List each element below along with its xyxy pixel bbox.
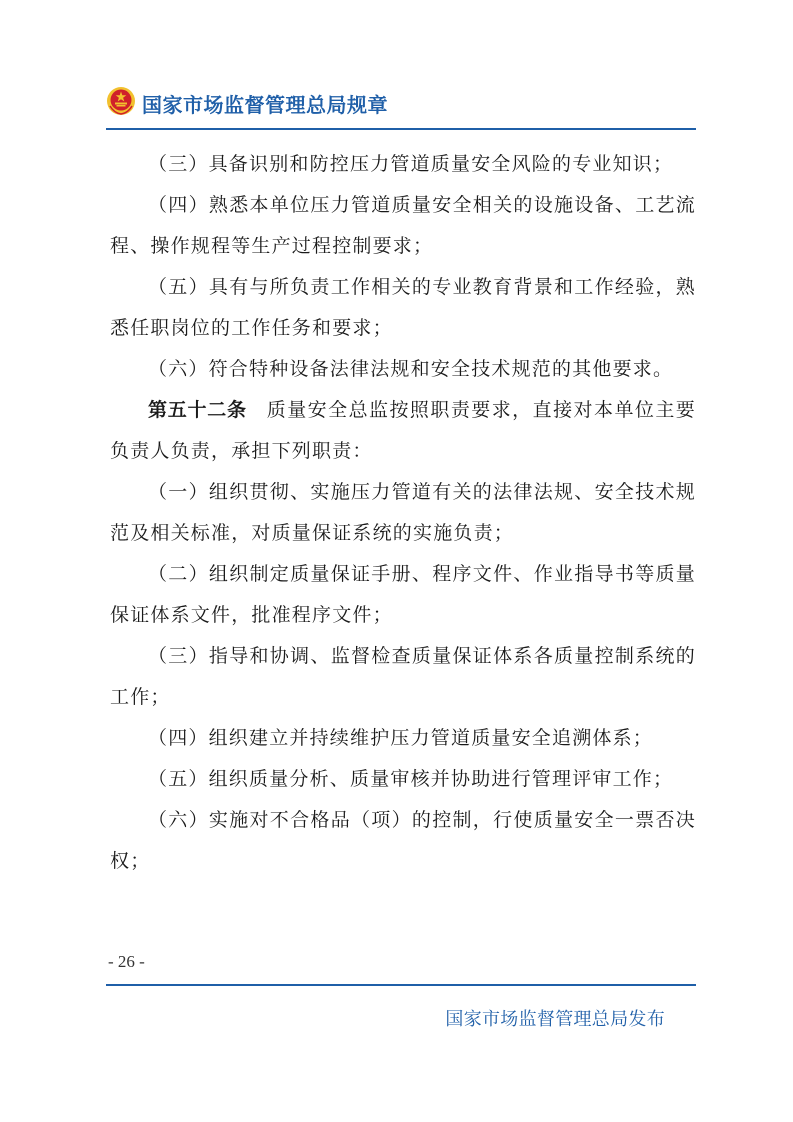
- article-52: [110, 390, 696, 472]
- paragraph-6: （六）符合特种设备法律法规和安全技术规范的其他要求。: [148, 358, 674, 380]
- header-divider: [106, 128, 696, 130]
- article-text: 质量安全总监按照职责要求，直接对本单位主要负责人负责，承担下列职责：: [110, 399, 696, 462]
- header-title: 国家市场监督管理总局规章: [142, 93, 388, 117]
- footer-publisher: 国家市场监督管理总局发布: [445, 1009, 665, 1030]
- document-body: [110, 144, 696, 882]
- national-emblem-icon: [106, 86, 136, 116]
- duty-item-4: （四）组织建立并持续维护压力管道质量安全追溯体系；: [148, 727, 654, 749]
- duty-item-3: （三）指导和协调、监督检查质量保证体系各质量控制系统的工作；: [110, 645, 696, 708]
- paragraph-4: （四）熟悉本单位压力管道质量安全相关的设施设备、工艺流程、操作规程等生产过程控制要求；: [110, 194, 696, 257]
- duty-item-5: （五）组织质量分析、质量审核并协助进行管理评审工作；: [148, 768, 674, 790]
- footer-divider: [106, 984, 696, 986]
- duty-item-1: （一）组织贯彻、实施压力管道有关的法律法规、安全技术规范及相关标准，对质量保证系统的实施负责；: [110, 481, 696, 544]
- paragraph-5: （五）具有与所负责工作相关的专业教育背景和工作经验，熟悉任职岗位的工作任务和要求；: [110, 276, 696, 339]
- duty-item-2: （二）组织制定质量保证手册、程序文件、作业指导书等质量保证体系文件，批准程序文件；: [110, 563, 696, 626]
- article-number: 第五十二条: [148, 399, 247, 421]
- page-number: - 26 -: [108, 952, 145, 971]
- duty-item-6: （六）实施对不合格品（项）的控制，行使质量安全一票否决权；: [110, 809, 696, 872]
- page-header: [106, 86, 696, 122]
- paragraph-3: （三）具备识别和防控压力管道质量安全风险的专业知识；: [148, 153, 674, 175]
